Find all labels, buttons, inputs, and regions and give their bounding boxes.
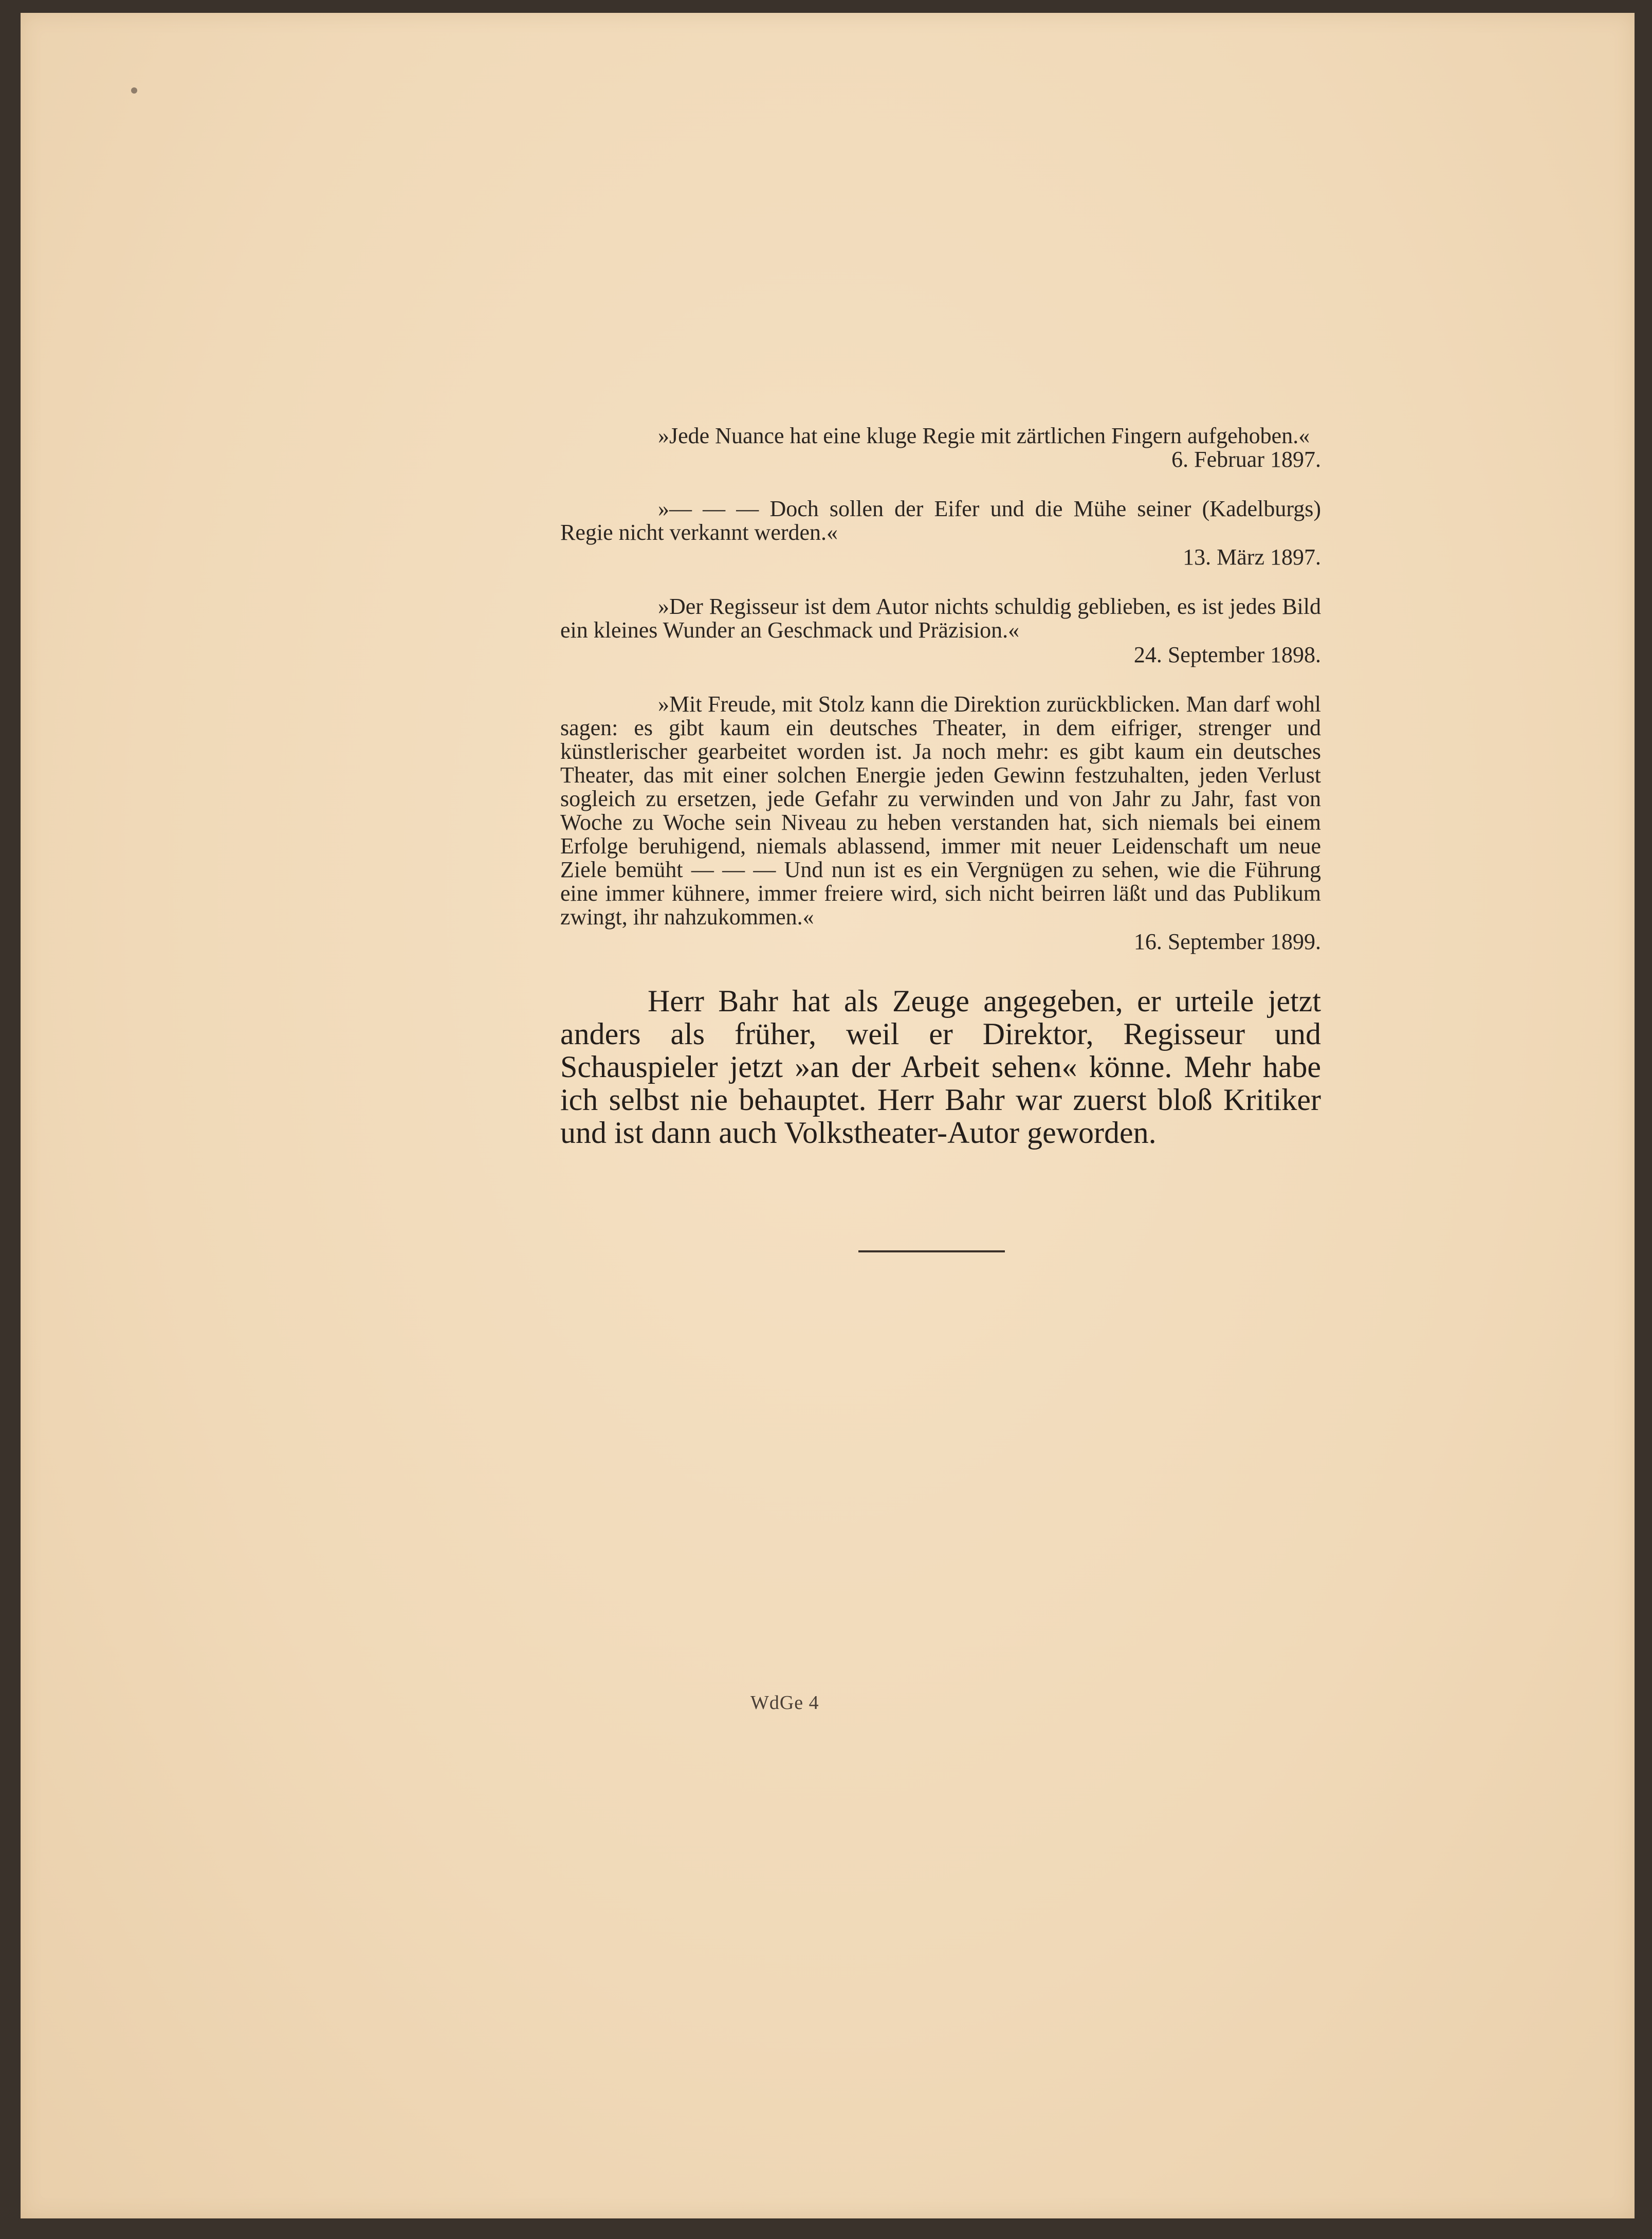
testimony-paragraph: Herr Bahr hat als Zeuge angegeben, er urteile jetzt anders als früher, weil er Direktor, Regisseur und Schauspieler jetzt »an der Arbeit sehen« könne. Mehr habe ich selbst nie behauptet. Herr Bahr war zuerst bloß Kritiker und ist dann auch Volkstheater-Autor geworden.	[560, 984, 1321, 1150]
paper-speck	[131, 87, 137, 94]
section-divider	[858, 1250, 1005, 1252]
quote-block	[560, 497, 1321, 569]
quote-date: 24. September 1898.	[1133, 642, 1321, 667]
quote-block	[560, 595, 1321, 667]
quote-block	[560, 693, 1321, 954]
printer-mark: WdGe 4	[750, 1692, 819, 1714]
quote-text: »— — — Doch sollen der Eifer und die Mühe seiner (Kadelburgs) Regie nicht verkannt werden.«	[560, 496, 1321, 545]
quote-date: 6. Februar 1897.	[1171, 447, 1321, 472]
quote-date: 16. September 1899.	[1133, 929, 1321, 954]
quote-text: »Der Regisseur ist dem Autor nichts schuldig geblieben, es ist jedes Bild ein kleines Wunder an Geschmack und Präzision.«	[560, 594, 1321, 643]
quote-date: 13. März 1897.	[1183, 544, 1321, 570]
quoted-reviews	[560, 424, 1321, 979]
quote-text: »Jede Nuance hat eine kluge Regie mit zärtlichen Fingern aufgehoben.«	[658, 423, 1310, 448]
quote-block	[560, 424, 1321, 471]
quote-text: »Mit Freude, mit Stolz kann die Direktion zurückblicken. Man darf wohl sagen: es gibt kaum ein deutsches Theater, in dem eifriger, strenger und künstlerischer gearbeitet worden ist. Ja noch mehr: es gibt kaum ein deutsches Theater, das mit einer solchen Energie jeden Gewinn festzuhalten, jeden Verlust sogleich zu ersetzen, jede Gefahr zu verwinden und von Jahr zu Jahr, fast von Woche zu Woche sein Niveau zu heben verstanden hat, sich niemals bei einem Erfolge beruhigend, niemals ablassend, immer mit neuer Leidenschaft um neue Ziele bemüht — — — Und nun ist es ein Vergnügen zu sehen, wie die Führung eine immer kühnere, immer freiere wird, sich nicht beirren läßt und das Publikum zwingt, ihr nahzukommen.«	[560, 691, 1321, 930]
